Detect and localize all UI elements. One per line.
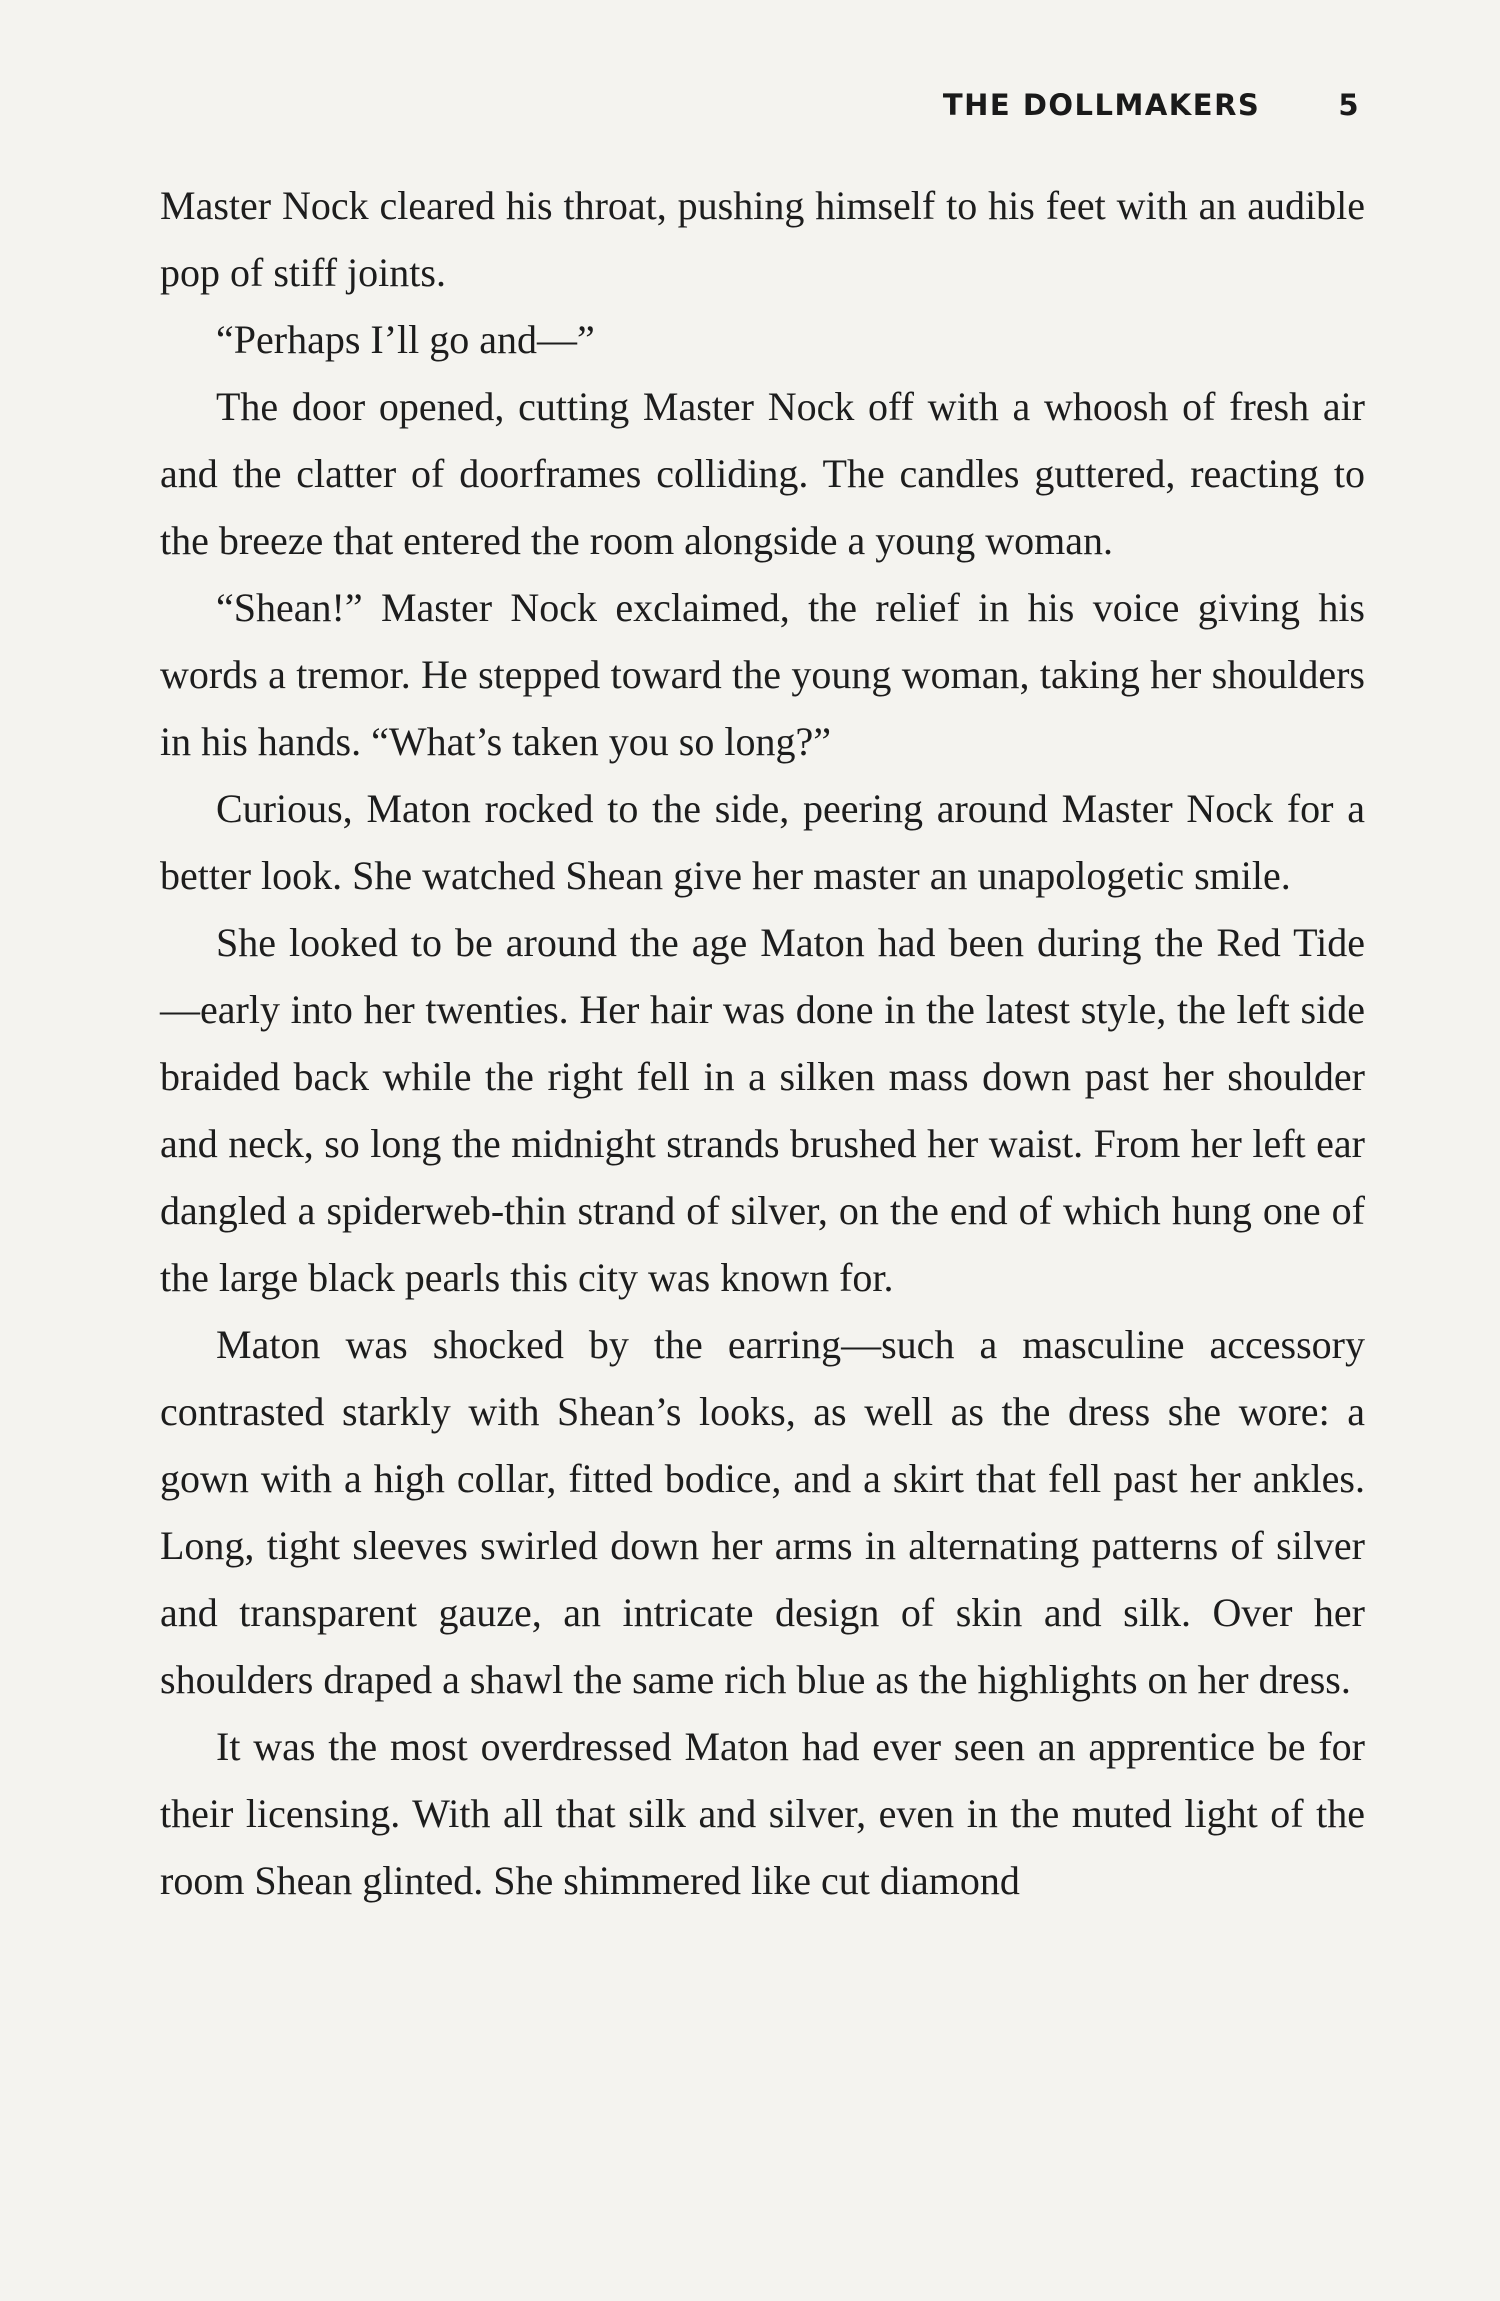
paragraph-8: It was the most overdressed Maton had ever seen an apprentice be for their licensing. With all that silk and silver, even in the muted light of the room Shean glinted. She shimmered like cut diamond: [160, 1724, 1365, 1903]
body-text: [160, 172, 1365, 1914]
paragraph-4: “Shean!” Master Nock exclaimed, the relief in his voice giving his words a tremor. He stepped toward the young woman, taking her shoulders in his hands. “What’s taken you so long?”: [160, 585, 1365, 764]
paragraph-1: Master Nock cleared his throat, pushing himself to his feet with an audible pop of stiff joints.: [160, 183, 1365, 295]
paragraph-5: Curious, Maton rocked to the side, peering around Master Nock for a better look. She watched Shean give her master an unapologetic smile.: [160, 786, 1365, 898]
book-title: THE DOLLMAKERS: [942, 88, 1261, 122]
running-header: [943, 88, 1360, 122]
paragraph-7: Maton was shocked by the earring—such a masculine accessory contrasted starkly with Shean’s looks, as well as the dress she wore: a gown with a high collar, fitted bodice, and a skirt that fell past her ankles. Long, tight sleeves swirled down her arms in alternating patterns of silver and transparent gauze, an intricate design of skin and silk. Over her shoulders draped a shawl the same rich blue as the highlights on her dress.: [160, 1322, 1365, 1702]
paragraph-2: “Perhaps I’ll go and—”: [216, 317, 595, 362]
paragraph-3: The door opened, cutting Master Nock off with a whoosh of fresh air and the clatter of doorframes colliding. The candles guttered, reacting to the breeze that entered the room alongside a young woman.: [160, 384, 1365, 563]
page-number: 5: [1338, 88, 1360, 122]
paragraph-6: She looked to be around the age Maton had been during the Red Tide—early into her twenties. Her hair was done in the latest style, the left side braided back while the right fell in a silken mass down past her shoulder and neck, so long the midnight strands brushed her waist. From her left ear dangled a spiderweb-thin strand of silver, on the end of which hung one of the large black pearls this city was known for.: [160, 920, 1365, 1300]
